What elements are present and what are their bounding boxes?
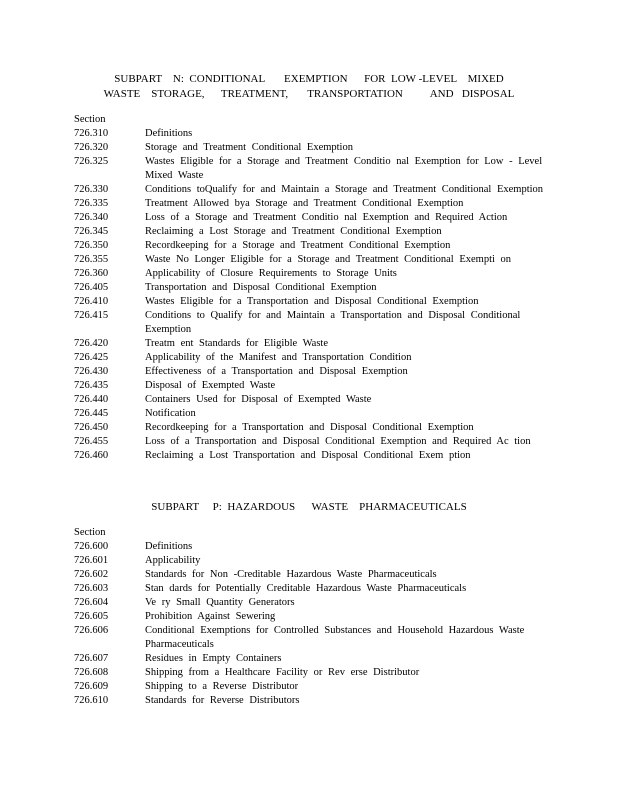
section-number: 726.415 xyxy=(74,310,109,321)
section-title: Treatment Allowed bya Storage and Treatment Conditional Exemption xyxy=(145,198,464,209)
toc-entry xyxy=(74,694,544,708)
section-title: Loss of a Transportation and Disposal Conditional Exemption and Required Ac tion xyxy=(145,436,531,447)
toc-entry xyxy=(74,393,544,407)
section-number: 726.320 xyxy=(74,142,109,153)
toc-entry xyxy=(74,554,544,568)
section-title: Conditions toQualify for and Maintain a Storage and Treatment Conditional Exemption xyxy=(145,184,544,195)
section-number: 726.355 xyxy=(74,254,109,265)
subpart-n-heading-line2: WASTE STORAGE, TREATMENT, TRANSPORTATION AND DISPOSAL xyxy=(103,88,515,100)
toc-entry xyxy=(74,449,544,463)
section-title: Disposal of Exempted Waste xyxy=(145,380,276,391)
section-title: Loss of a Storage and Treatment Conditio nal Exemption and Required Action xyxy=(145,212,508,223)
subpart-p-heading: SUBPART P: HAZARDOUS WASTE PHARMACEUTICALS xyxy=(151,501,467,513)
section-title: Wastes Eligible for a Storage and Treatment Conditio nal Exemption for Low - Level Mixed Waste xyxy=(145,156,543,181)
toc-entry xyxy=(74,582,544,596)
subpart-n-heading-line1: SUBPART N: CONDITIONAL EXEMPTION FOR LOW -LEVEL MIXED xyxy=(114,73,504,85)
section-title: Containers Used for Disposal of Exempted Waste xyxy=(145,394,372,405)
toc-entry xyxy=(74,127,544,141)
section-number: 726.460 xyxy=(74,450,109,461)
toc-entry xyxy=(74,652,544,666)
section-number: 726.603 xyxy=(74,583,109,594)
section-title: Stan dards for Potentially Creditable Hazardous Waste Pharmaceuticals xyxy=(145,583,467,594)
section-title: Applicability of Closure Requirements to Storage Units xyxy=(145,268,397,279)
section-title: Residues in Empty Containers xyxy=(145,653,282,664)
subpart-p-section-label: Section xyxy=(74,527,106,538)
toc-entry xyxy=(74,666,544,680)
toc-entry xyxy=(74,197,544,211)
section-number: 726.340 xyxy=(74,212,109,223)
section-title: Applicability xyxy=(145,555,201,566)
section-number: 726.606 xyxy=(74,625,109,636)
section-title: Conditions to Qualify for and Maintain a Transportation and Disposal Conditional Exemption xyxy=(145,310,521,335)
subpart-n-toc-list xyxy=(74,127,544,463)
section-number: 726.445 xyxy=(74,408,109,419)
section-number: 726.350 xyxy=(74,240,109,251)
section-number: 726.450 xyxy=(74,422,109,433)
section-number: 726.310 xyxy=(74,128,109,139)
section-number: 726.605 xyxy=(74,611,109,622)
section-number: 726.610 xyxy=(74,695,109,706)
subpart-n-section-label: Section xyxy=(74,114,106,125)
toc-entry xyxy=(74,225,544,239)
section-title: Treatm ent Standards for Eligible Waste xyxy=(145,338,328,349)
section-title: Ve ry Small Quantity Generators xyxy=(145,597,295,608)
toc-entry xyxy=(74,253,544,267)
section-title: Wastes Eligible for a Transportation and Disposal Conditional Exemption xyxy=(145,296,479,307)
toc-entry xyxy=(74,610,544,624)
section-title: Applicability of the Manifest and Transportation Condition xyxy=(145,352,412,363)
section-number: 726.602 xyxy=(74,569,109,580)
section-number: 726.335 xyxy=(74,198,109,209)
section-number: 726.405 xyxy=(74,282,109,293)
toc-entry xyxy=(74,680,544,694)
section-number: 726.325 xyxy=(74,156,109,167)
section-title: Waste No Longer Eligible for a Storage and Treatment Conditional Exempti on xyxy=(145,254,512,265)
toc-entry xyxy=(74,540,544,554)
section-number: 726.607 xyxy=(74,653,109,664)
section-title: Standards for Non -Creditable Hazardous Waste Pharmaceuticals xyxy=(145,569,437,580)
toc-entry xyxy=(74,281,544,295)
toc-entry xyxy=(74,351,544,365)
toc-entry xyxy=(74,435,544,449)
section-number: 726.440 xyxy=(74,394,109,405)
section-number: 726.430 xyxy=(74,366,109,377)
section-number: 726.609 xyxy=(74,681,109,692)
section-title: Definitions xyxy=(145,128,193,139)
toc-entry xyxy=(74,309,544,337)
section-number: 726.410 xyxy=(74,296,109,307)
section-title: Reclaiming a Lost Transportation and Disposal Conditional Exem ption xyxy=(145,450,471,461)
section-title: Notification xyxy=(145,408,196,419)
section-title: Storage and Treatment Conditional Exemption xyxy=(145,142,353,153)
toc-entry xyxy=(74,211,544,225)
section-number: 726.345 xyxy=(74,226,109,237)
section-title: Shipping to a Reverse Distributor xyxy=(145,681,299,692)
section-title: Effectiveness of a Transportation and Disposal Exemption xyxy=(145,366,408,377)
section-number: 726.435 xyxy=(74,380,109,391)
section-number: 726.601 xyxy=(74,555,109,566)
toc-entry xyxy=(74,407,544,421)
section-title: Recordkeeping for a Storage and Treatment Conditional Exemption xyxy=(145,240,451,251)
toc-entry xyxy=(74,239,544,253)
section-title: Definitions xyxy=(145,541,193,552)
section-number: 726.360 xyxy=(74,268,109,279)
section-number: 726.604 xyxy=(74,597,109,608)
section-title: Recordkeeping for a Transportation and Disposal Conditional Exemption xyxy=(145,422,474,433)
section-number: 726.608 xyxy=(74,667,109,678)
toc-entry xyxy=(74,379,544,393)
toc-entry xyxy=(74,365,544,379)
toc-entry xyxy=(74,183,544,197)
toc-entry xyxy=(74,624,544,652)
section-title: Transportation and Disposal Conditional Exemption xyxy=(145,282,377,293)
toc-entry xyxy=(74,596,544,610)
section-title: Shipping from a Healthcare Facility or Rev erse Distributor xyxy=(145,667,420,678)
subpart-p-toc-list xyxy=(74,540,544,708)
section-number: 726.425 xyxy=(74,352,109,363)
section-title: Standards for Reverse Distributors xyxy=(145,695,300,706)
toc-entry xyxy=(74,155,544,183)
toc-entry xyxy=(74,141,544,155)
section-number: 726.455 xyxy=(74,436,109,447)
section-title: Conditional Exemptions for Controlled Substances and Household Hazardous Waste Pharmaceuticals xyxy=(145,625,525,650)
toc-entry xyxy=(74,267,544,281)
toc-entry xyxy=(74,337,544,351)
section-number: 726.420 xyxy=(74,338,109,349)
section-title: Reclaiming a Lost Storage and Treatment Conditional Exemption xyxy=(145,226,442,237)
section-number: 726.330 xyxy=(74,184,109,195)
toc-entry xyxy=(74,568,544,582)
toc-entry xyxy=(74,421,544,435)
section-title: Prohibition Against Sewering xyxy=(145,611,276,622)
toc-entry xyxy=(74,295,544,309)
section-number: 726.600 xyxy=(74,541,109,552)
